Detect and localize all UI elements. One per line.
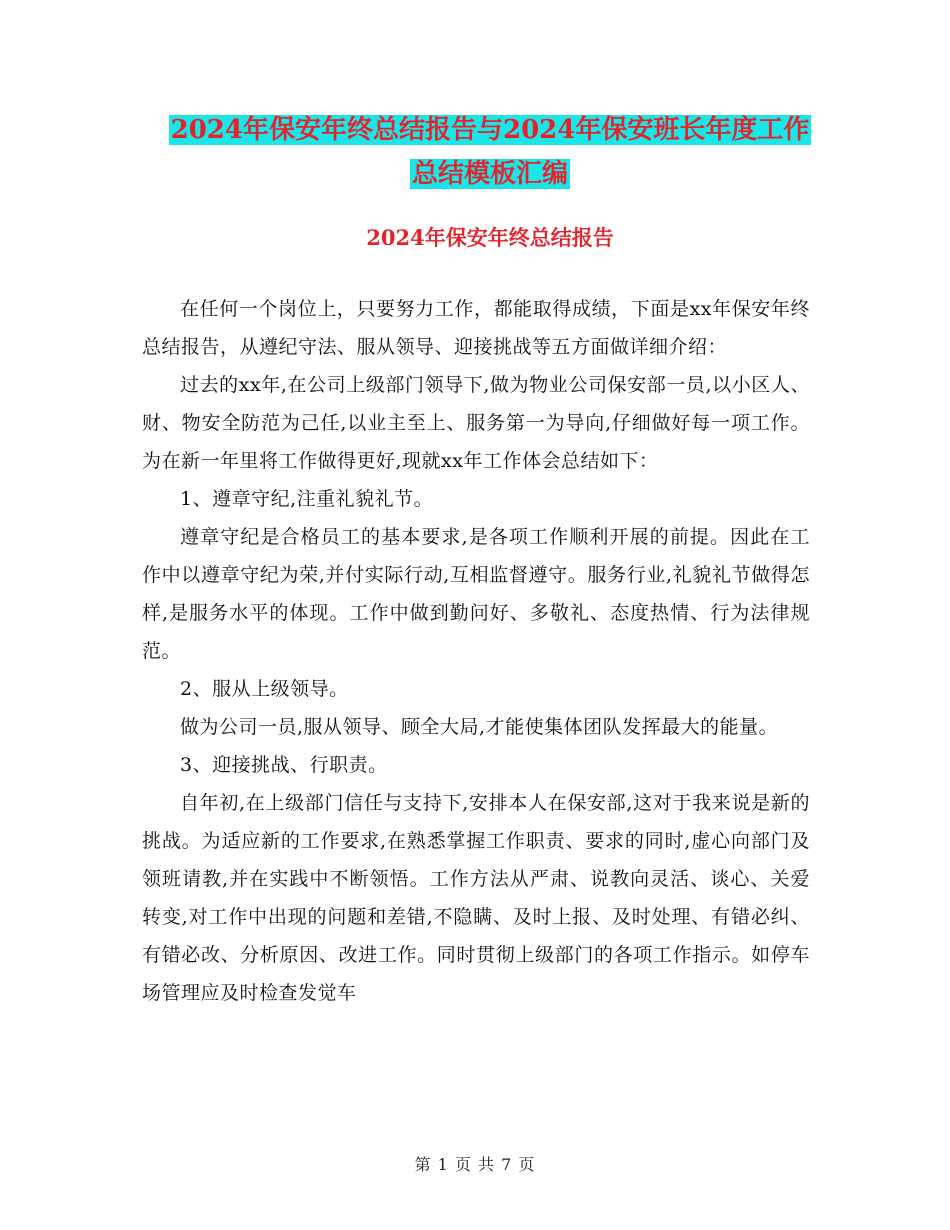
- document-title-text-1: 2024年保安年终总结报告与2024年保安班长年度工作: [170, 115, 810, 145]
- paragraph: 过去的xx年,在公司上级部门领导下,做为物业公司保安部一员,以小区人、财、物安全防范为己任,以业主至上、服务第一为导向,仔细做好每一项工作。为在新一年里将工作做得更好,现就xx年工作体会总结如下：: [142, 374, 810, 472]
- paragraph: 1、遵章守纪,注重礼貌礼节。: [180, 488, 434, 510]
- document-title-text-2: 总结模板汇编: [411, 159, 568, 189]
- document-body: [142, 290, 810, 1012]
- section-title: 2024年保安年终总结报告: [366, 225, 614, 250]
- paragraph: 遵章守纪是合格员工的基本要求,是各项工作顺利开展的前提。因此在工作中以遵章守纪为荣,并付实际行动,互相监督遵守。服务行业,礼貌礼节做得怎样,是服务水平的体现。工作中做到勤问好、多敬礼、态度热情、行为法律规范。: [142, 526, 810, 662]
- paragraph: 做为公司一员,服从领导、顾全大局,才能使集体团队发挥最大的能量。: [180, 716, 779, 738]
- paragraph: 3、迎接挑战、行职责。: [180, 754, 388, 776]
- page-footer: 第 1 页 共 7 页: [414, 1155, 536, 1174]
- document-title-line-1: [140, 110, 840, 150]
- paragraph: 在任何一个岗位上，只要努力工作，都能取得成绩，下面是xx年保安年终总结报告，从遵纪守法、服从领导、迎接挑战等五方面做详细介绍：: [142, 298, 810, 358]
- document-title-line-2: [140, 154, 840, 194]
- paragraph: 2、服从上级领导。: [180, 678, 349, 700]
- paragraph: 自年初,在上级部门信任与支持下,安排本人在保安部,这对于我来说是新的挑战。为适应新的工作要求,在熟悉掌握工作职责、要求的同时,虚心向部门及领班请教,并在实践中不断领悟。工作方法从严肃、说教向灵活、谈心、关爱转变,对工作中出现的问题和差错,不隐瞒、及时上报、及时处理、有错必纠、有错必改、分析原因、改进工作。同时贯彻上级部门的各项工作指示。如停车场管理应及时检查发觉车: [142, 792, 810, 1004]
